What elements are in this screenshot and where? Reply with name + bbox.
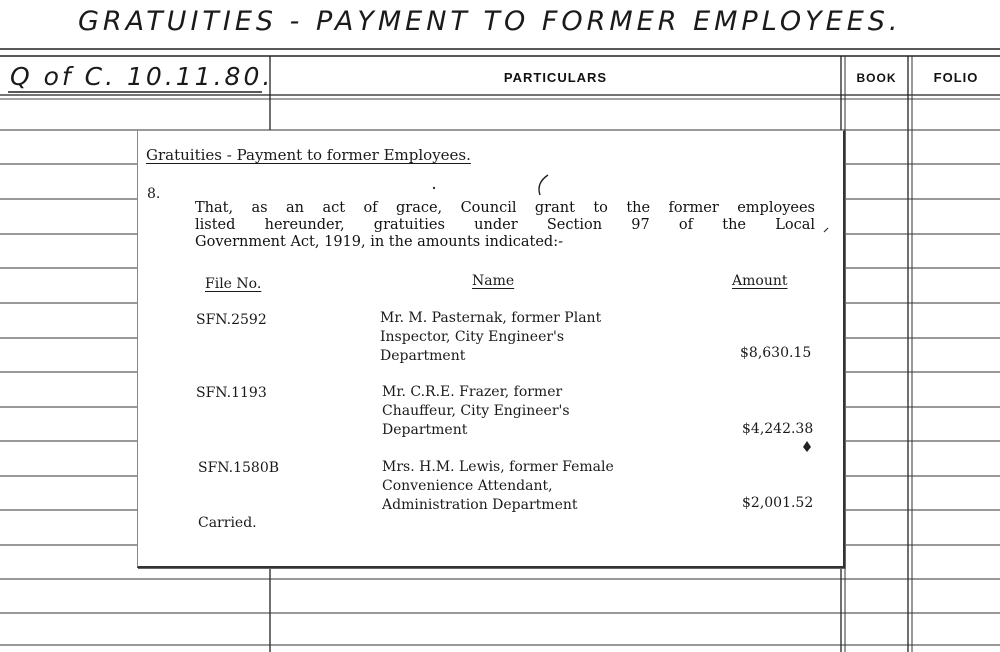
name-line: Department [380, 348, 466, 364]
row-file-no: SFN.1193 [196, 385, 267, 401]
paragraph-line: listed hereunder, gratuities under Section 97 of the Local [195, 217, 815, 233]
ledger-title: GRATUITIES - PAYMENT TO FORMER EMPLOYEES. [78, 6, 902, 37]
minute-date: Q of C. 10.11.80. [10, 62, 274, 91]
resolution-heading: Gratuities - Payment to former Employees. [146, 146, 471, 164]
row-amount: $2,001.52 [742, 495, 814, 511]
name-line: Administration Department [382, 497, 578, 513]
row-file-no: SFN.1580B [198, 460, 280, 476]
header-file-no: File No. [205, 276, 262, 292]
row-file-no: SFN.2592 [196, 312, 267, 328]
paragraph-line: That, as an act of grace, Council grant to the former employees [195, 200, 815, 216]
column-header-folio: FOLIO [933, 70, 979, 85]
header-name: Name [472, 273, 515, 289]
name-line: Mrs. H.M. Lewis, former Female [382, 459, 614, 475]
header-amount: Amount [732, 273, 788, 289]
name-line: Mr. C.R.E. Frazer, former [382, 384, 563, 400]
row-amount: $4,242.38 [742, 421, 814, 437]
column-header-book: BOOK [856, 71, 897, 85]
row-amount: $8,630.15 [740, 345, 812, 361]
paragraph-line: Government Act, 1919, in the amounts indicated:- [195, 234, 563, 250]
carried-label: Carried. [198, 515, 257, 531]
item-number: 8. [147, 186, 161, 202]
typed-resolution-card [137, 130, 845, 568]
date-underline [0, 88, 270, 98]
name-line: Mr. M. Pasternak, former Plant [380, 310, 602, 326]
name-line: Convenience Attendant, [382, 478, 553, 494]
column-header-particulars: PARTICULARS [503, 70, 608, 85]
name-line: Department [382, 422, 468, 438]
name-line: Inspector, City Engineer's [380, 329, 565, 345]
name-line: Chauffeur, City Engineer's [382, 403, 570, 419]
ink-marks [138, 131, 843, 566]
